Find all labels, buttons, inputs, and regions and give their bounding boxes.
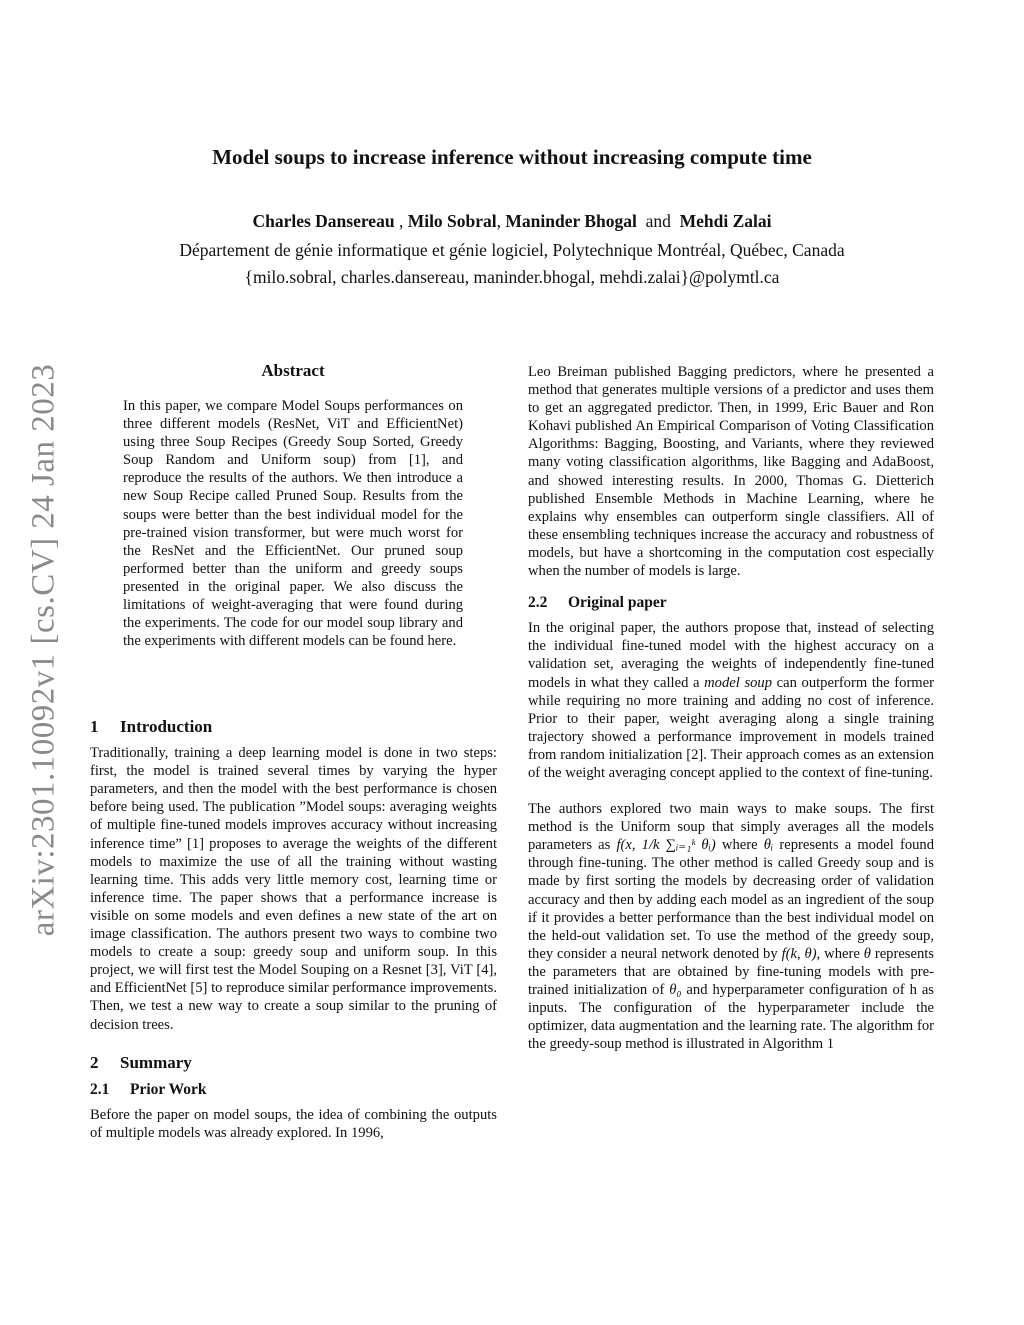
author-emails: {milo.sobral, charles.dansereau, maninder.bhogal, mehdi.zalai}@polymtl.ca [244,267,780,287]
section-heading-summary [90,1054,497,1072]
original-paper-paragraph-1 [528,619,934,782]
subsection-number: 2.1 [90,1080,110,1098]
formula-theta: θ [863,945,871,962]
section-title: Introduction [120,717,213,736]
abstract-text: In this paper, we compare Model Soups performances on three different models (ResNet, ViT and EfficientNet) using three Soup Recipes (Greedy Soup Sorted, Greedy Soup Random and Uniform soup) from [1], and reproduce the results of the authors. We then introduce a new Soup Recipe called Pruned Soup. Results from the soups were better than the best individual model for the pre-trained vision transformer, but were much worst for the ResNet and the EfficientNet. Our pruned soup performed better than the uniform and greedy soups presented in the original paper. We also discuss the limitations of weight-averaging that were found during the experiments. The code for our model soup library and the experiments with different models can be found here. [123,398,463,650]
abstract-heading: Abstract [261,361,325,380]
emphasis-model-soup: model soup [704,674,773,691]
paper-title: Model soups to increase inference without increasing compute time [212,145,812,169]
author-and: and [645,211,671,231]
original-paper-paragraph-2 [528,800,934,1053]
left-column [90,718,497,1142]
author-3: Maninder Bhogal [505,211,637,231]
prior-work-text-continued: Leo Breiman published Bagging predictors, where he presented a method that generates multiple versions of a predictor and uses them to get an aggregated predictor. Then, in 1999, Eric Bauer and Ron Kohavi published An Empirical Comparison of Voting Classification Algorithms: Bagging, Boosting, and Variants, where they reviewed many voting classification algorithms, like Bagging and AdaBoost, and showed interesting results. In 2000, Thomas G. Dietterich published Ensemble Methods in Machine Learning, where he explains why ensembles can outperform single classifiers. All of these ensembling techniques increase the accuracy and robustness of models, but have a shortcoming in the computation cost especially when the number of models is large. [528,364,934,580]
author-2: Milo Sobral [407,211,497,231]
section-number: 1 [90,717,99,736]
text-run: , where [816,945,864,962]
section-heading-introduction [90,718,497,736]
formula-theta-0: θ₀ [669,982,682,998]
text-run: The authors explored two main ways to make soups. The first method is the Uniform soup that simply averages all the models parameters as [528,801,934,854]
subsection-number: 2.2 [528,594,548,612]
author-separator: , [394,211,408,231]
text-run: and hyperparameter configuration of h as inputs. The configuration of the hyperparameter include the optimizer, data augmentation and the learning rate. The algorithm for the greedy-soup method is illustrated in Algorithm 1 [528,982,934,1053]
arxiv-identifier-text: arXiv:2301.10092v1 [cs.CV] 24 Jan 2023 [25,363,62,937]
author-4: Mehdi Zalai [679,211,772,231]
subsection-title: Original paper [568,594,667,612]
prior-work-text-start: Before the paper on model soups, the idea of combining the outputs of multiple models was already explored. In 1996, [90,1106,497,1141]
formula-theta-i: θᵢ [763,837,774,854]
introduction-text: Traditionally, training a deep learning model is done in two steps: first, the model is trained several times by varying the hyper parameters, and then the model with the best performance is chosen before being used. The publication ”Model soups: averaging weights of multiple fine-tuned models improves accuracy without increasing inference time” [1] proposes to average the weights of the different models to maximize the use of all the training without wasting learning time. This adds very little memory cost, learning time or inference time. The paper shows that a performance increase is visible on some models and even defines a new state of the art on image classification. The authors present two ways to combine two models to create a soup: greedy soup and uniform soup. In this project, we will first test the Model Souping on a Resnet [3], ViT [4], and EfficientNet [5] to reproduce similar performance improvements. Then, we test a new way to create a soup similar to the pruning of decision trees. [90,745,497,1033]
right-column [528,363,934,1053]
text-run: where [715,837,764,854]
section-number: 2 [90,1052,99,1072]
text-run: represents a model found through fine-tuning. The other method is called Greedy soup and is made by first sorting the models by decreasing order of validation accuracy and then by adding each model as an ingredient of the soup if it provides a better performance than the best individual model on the held-out validation set. To use the method of the greedy soup, they consider a neural network denoted by [528,837,935,962]
subsection-heading-prior-work [90,1081,497,1099]
author-list [0,211,1024,232]
formula-network: f(k, θ) [781,945,817,962]
formula-uniform-soup: f(x, 1/k ∑ᵢ₌₁ᵏ θᵢ) [616,837,716,854]
text-run: can outperform the former while requiring no more training and adding no cost of inference. Prior to their paper, weight averaging along a single training trajectory showed a performance improvement in models trained from random initialization [2]. Their approach comes as an extension of the weight averaging concept applied to the context of fine-tuning. [528,674,934,781]
section-title: Summary [120,1052,192,1072]
subsection-heading-original-paper [528,594,934,612]
text-run: In the original paper, the authors propose that, instead of selecting the individual fine-tuned model with the highest accuracy on a validation set, averaging the weights of independently fine-tuned models in what they called a [528,620,934,691]
author-separator: , [496,211,506,231]
affiliation: Département de génie informatique et génie logiciel, Polytechnique Montréal, Québec, Canada [179,240,845,260]
author-1: Charles Dansereau [252,211,395,231]
subsection-title: Prior Work [130,1080,207,1098]
text-run: represents the parameters that are obtained by fine-tuning models with pre-trained initialization of [528,945,934,998]
